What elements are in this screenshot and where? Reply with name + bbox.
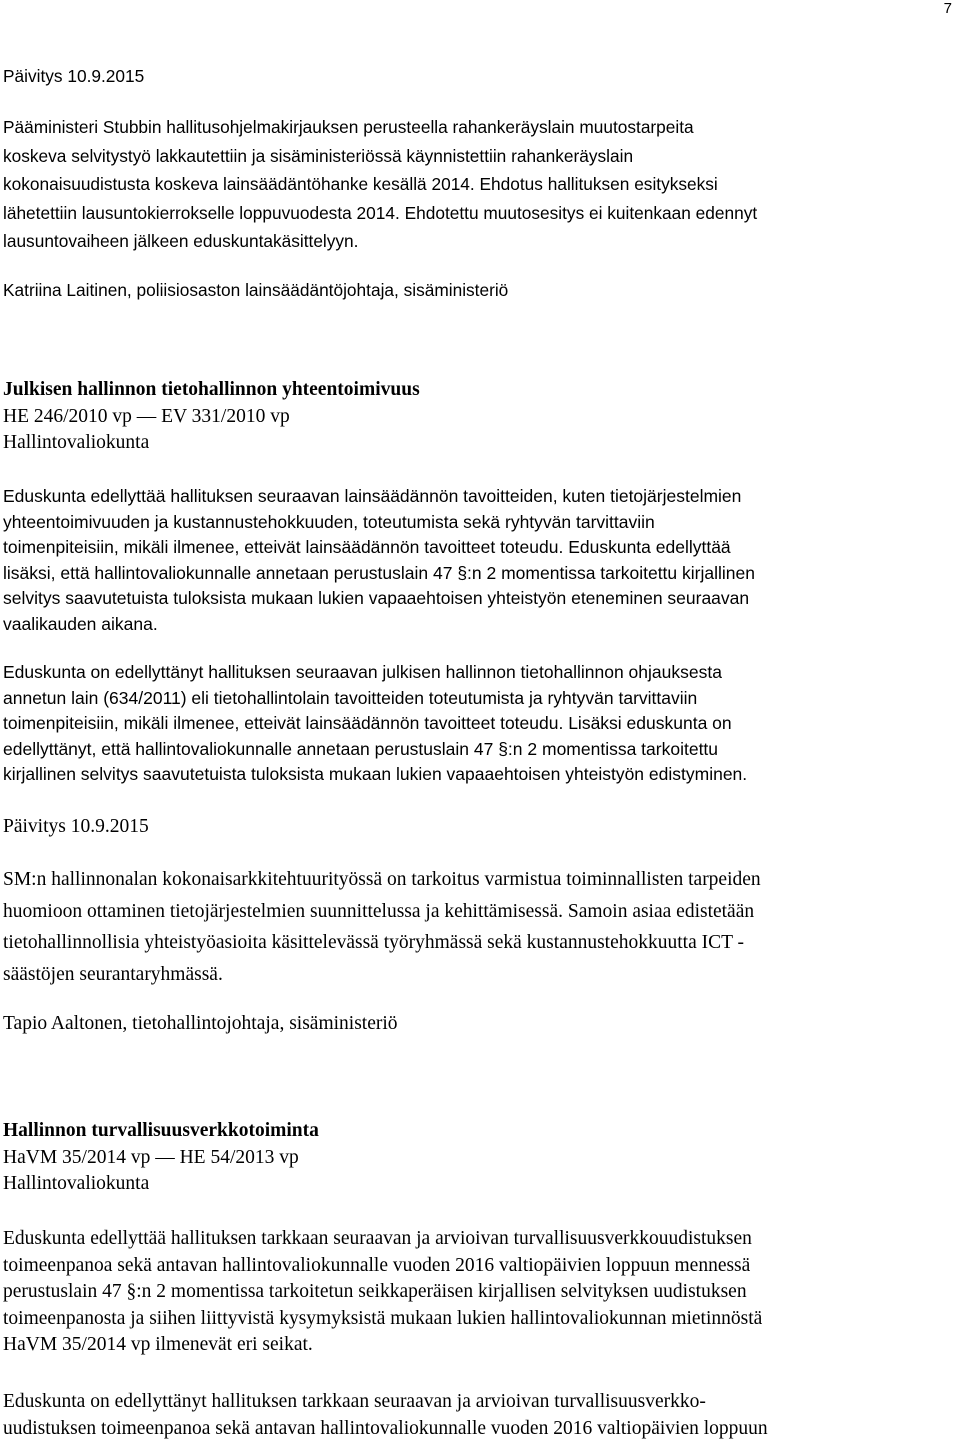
paragraph-line: selvitys saavutetuista tuloksista mukaan lukien vapaaehtoisen yhteistyön eteneminen seuraavan: [3, 588, 750, 608]
turvallisuusverkko-paragraph-1: [3, 1226, 958, 1359]
paragraph-line: koskeva selvitystyö lakkautettiin ja sisäministeriössä käynnistettiin rahankeräyslain: [3, 145, 634, 166]
update-date-1: [3, 62, 958, 91]
paragraph-line: Pääministeri Stubbin hallitusohjelmakirjauksen perusteella rahankeräyslain muutostarpeita: [3, 117, 694, 137]
section-reference: HaVM 35/2014 vp — HE 54/2013 vp: [3, 1146, 299, 1168]
page-number: 7: [943, 0, 952, 17]
paragraph-line: edellyttänyt, että hallintovaliokunnalle annetaan perustuslain 47 §:n 2 momentissa tarkoitettu: [3, 738, 719, 759]
paragraph-line: SM:n hallinnonalan kokonaisarkkitehtuurityössä on tarkoitus varmistua toiminnallisten tarpeiden: [3, 869, 761, 890]
paragraph-line: toimenpiteisiin, mikäli ilmenee, etteivät lainsäädännön tavoitteet toteudu. Eduskunta edellyttää: [3, 537, 731, 557]
author-1: [3, 276, 958, 305]
paragraph-line: toimenpiteisiin, mikäli ilmenee, etteivät lainsäädännön tavoitteet toteudu. Lisäksi eduskunta on: [3, 713, 732, 733]
paragraph-line: toimeenpanoa sekä antavan hallintovaliokunnalle vuoden 2016 valtiopäivien loppuun mennessä: [3, 1254, 751, 1276]
paragraph-line: toimeenpanosta ja siihen liittyvistä kysymyksistä mukaan lukien hallintovaliokunnan mietinnöstä: [3, 1307, 763, 1329]
paragraph-line: huomioon ottaminen tietojärjestelmien suunnittelussa ja kehittämisessä. Samoin asiaa edistetään: [3, 900, 755, 922]
rahankerays-paragraph: [3, 113, 958, 256]
yhteentoimivuus-paragraph-2: [3, 660, 958, 788]
section-committee: Hallintovaliokunta: [3, 432, 150, 453]
paragraph-line: kokonaisuudistusta koskeva lainsäädäntöhanke kesällä 2014. Ehdotus hallituksen esitykseksi: [3, 174, 718, 194]
paragraph-line: HaVM 35/2014 vp ilmenevät eri seikat.: [3, 1334, 313, 1355]
paragraph-line: lähetettiin lausuntokierrokselle loppuvuodesta 2014. Ehdotettu muutosesitys ei kuitenkaan edennyt: [3, 202, 758, 223]
author-line: Katriina Laitinen, poliisiosaston lainsäädäntöjohtaja, sisäministeriö: [3, 280, 509, 300]
paragraph-line: kirjallinen selvitys saavutetuista tuloksista mukaan lukien vapaaehtoisen yhteistyön edistyminen.: [3, 764, 748, 784]
paragraph-line: tietohallinnollisia yhteistyöasioita käsittelevässä työryhmässä sekä kustannustehokkuutta ICT -: [3, 932, 745, 953]
update-date-2: [3, 814, 958, 841]
paragraph-line: Eduskunta edellyttää hallituksen seuraavan lainsäädännön tavoitteiden, kuten tietojärjestelmien: [3, 486, 742, 506]
paragraph-line: Eduskunta on edellyttänyt hallituksen seuraavan julkisen hallinnon tietohallinnon ohjauksesta: [3, 662, 722, 682]
section-heading-2: [3, 377, 958, 457]
turvallisuusverkko-paragraph-2: [3, 1389, 958, 1442]
paragraph-line: vaalikauden aikana.: [3, 613, 158, 634]
section-title: Julkisen hallinnon tietohallinnon yhteentoimivuus: [3, 379, 420, 400]
update-date: Päivitys 10.9.2015: [3, 66, 145, 86]
paragraph-line: lausuntovaiheen jälkeen eduskuntakäsittelyyn.: [3, 231, 359, 251]
paragraph-line: uudistuksen toimeenpanoa sekä antavan hallintovaliokunnalle vuoden 2016 valtiopäivien loppuun: [3, 1417, 768, 1439]
section-title: Hallinnon turvallisuusverkkotoiminta: [3, 1120, 319, 1141]
paragraph-line: lisäksi, että hallintovaliokunnalle annetaan perustuslain 47 §:n 2 momentissa tarkoitettu kirjallinen: [3, 562, 755, 583]
paragraph-line: annetun lain (634/2011) eli tietohallintolain tavoitteiden toteutumista ja ryhtyvän tarvittaviin: [3, 687, 698, 708]
author-line: Tapio Aaltonen, tietohallintojohtaja, sisäministeriö: [3, 1013, 398, 1034]
update-date: Päivitys 10.9.2015: [3, 816, 149, 837]
section-reference: HE 246/2010 vp — EV 331/2010 vp: [3, 405, 290, 427]
paragraph-line: Eduskunta on edellyttänyt hallituksen tarkkaan seuraavan ja arvioivan turvallisuusverkko-: [3, 1391, 706, 1412]
yhteentoimivuus-update-paragraph: [3, 864, 958, 990]
paragraph-line: perustuslain 47 §:n 2 momentissa tarkoitetun seikkaperäisen kirjallisen selvityksen uudistuksen: [3, 1281, 747, 1302]
author-2: [3, 1011, 958, 1038]
paragraph-line: yhteentoimivuuden ja kustannustehokkuuden, toteutumista sekä ryhtyvän tarvittaviin: [3, 511, 655, 532]
paragraph-line: Eduskunta edellyttää hallituksen tarkkaan seuraavan ja arvioivan turvallisuusverkkouudistuksen: [3, 1228, 752, 1249]
paragraph-line: säästöjen seurantaryhmässä.: [3, 963, 223, 985]
yhteentoimivuus-paragraph-1: [3, 484, 958, 637]
section-heading-3: [3, 1118, 958, 1198]
section-committee: Hallintovaliokunta: [3, 1173, 150, 1194]
